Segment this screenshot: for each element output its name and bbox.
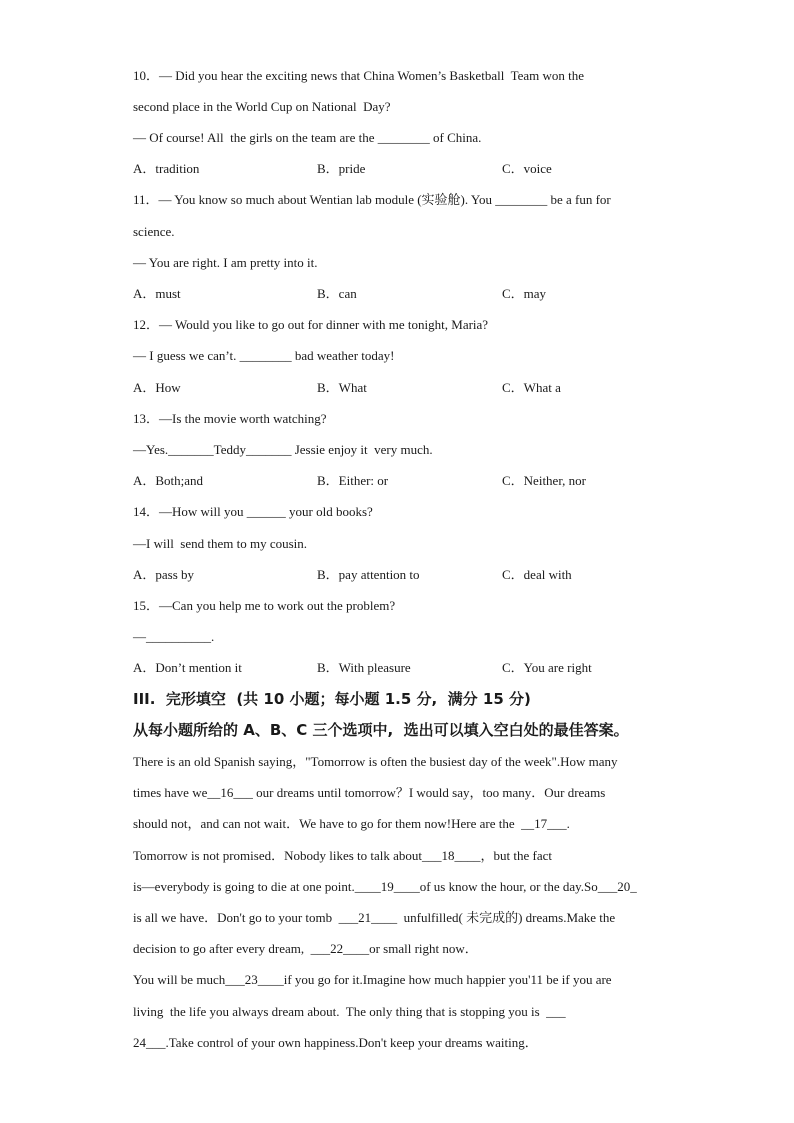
q14-line-1: 14．—How will you ______ your old books?	[133, 504, 373, 519]
passage-line-7: decision to go after every dream, ___22____or small right now．	[133, 941, 478, 956]
q11-option-b: B．can	[317, 286, 357, 301]
q12-line-2: — I guess we can’t. ________ bad weather today!	[133, 348, 395, 363]
q14-option-a: A．pass by	[133, 567, 195, 582]
q10-line-2: second place in the World Cup on National Day?	[133, 99, 391, 114]
q14-line-2: —I will send them to my cousin.	[133, 536, 308, 551]
q11-line-1: 11．— You know so much about Wentian lab module (实验舱). You ________ be a fun for	[133, 192, 611, 207]
q11-option-c: C．may	[502, 286, 547, 301]
passage-line-2: times have we__16___ our dreams until tomorrow？I would say，too many．Our dreams	[133, 785, 606, 800]
q10-option-b: B．pride	[317, 161, 366, 176]
q15-option-b: B．With pleasure	[317, 660, 411, 675]
q13-option-b: B．Either: or	[317, 473, 389, 488]
q12-line-1: 12．— Would you like to go out for dinner with me tonight, Maria?	[133, 317, 489, 332]
q10-option-c: C．voice	[502, 161, 552, 176]
passage-line-10: 24___.Take control of your own happiness.Don't keep your dreams waiting．	[133, 1035, 538, 1050]
passage-line-3: should not，and can not wait．We have to go for them now!Here are the __17___.	[133, 816, 570, 831]
q12-option-a: A．How	[133, 380, 181, 395]
q13-option-a: A．Both;and	[133, 473, 204, 488]
q14-option-b: B．pay attention to	[317, 567, 420, 582]
passage-line-6: is all we have．Don't go to your tomb ___21____ unfulfilled( 未完成的) dreams.Make the	[133, 910, 616, 925]
q11-line-2: science.	[133, 224, 175, 239]
q13-line-2: —Yes._______Teddy_______ Jessie enjoy it very much.	[133, 442, 433, 457]
q10-line-3: — Of course! All the girls on the team are the ________ of China.	[133, 130, 482, 145]
q11-line-3: — You are right. I am pretty into it.	[133, 255, 318, 270]
q15-option-a: A．Don’t mention it	[133, 660, 242, 675]
q13-line-1: 13．—Is the movie worth watching?	[133, 411, 327, 426]
q10-option-a: A．tradition	[133, 161, 200, 176]
q15-option-c: C．You are right	[502, 660, 592, 675]
q13-option-c: C．Neither, nor	[502, 473, 586, 488]
q12-option-b: B．What	[317, 380, 367, 395]
q12-option-c: C．What a	[502, 380, 561, 395]
passage-line-8: You will be much___23____if you go for it.Imagine how much happier you'11 be if you are	[133, 972, 612, 987]
q15-line-1: 15．—Can you help me to work out the problem?	[133, 598, 396, 613]
passage-line-9: living the life you always dream about. The only thing that is stopping you is ___	[133, 1004, 566, 1019]
q11-option-a: A．must	[133, 286, 181, 301]
section-title: III. 完形填空 (共 10 小题；每小题 1.5 分, 满分 15 分)	[133, 690, 531, 708]
q15-line-2: —__________.	[133, 629, 215, 644]
passage-line-1: There is an old Spanish saying，"Tomorrow is often the busiest day of the week".How many	[133, 754, 618, 769]
passage-line-4: Tomorrow is not promised．Nobody likes to talk about___18____，but the fact	[133, 848, 553, 863]
q10-line-1: 10．— Did you hear the exciting news that China Women’s Basketball Team won the	[133, 68, 585, 83]
section-instruction: 从每小题所给的 A、B、C 三个选项中, 选出可以填入空白处的最佳答案。	[133, 721, 629, 739]
passage-line-5: is—everybody is going to die at one point.____19____of us know the hour, or the day.So___20_	[133, 879, 637, 894]
q14-option-c: C．deal with	[502, 567, 572, 582]
